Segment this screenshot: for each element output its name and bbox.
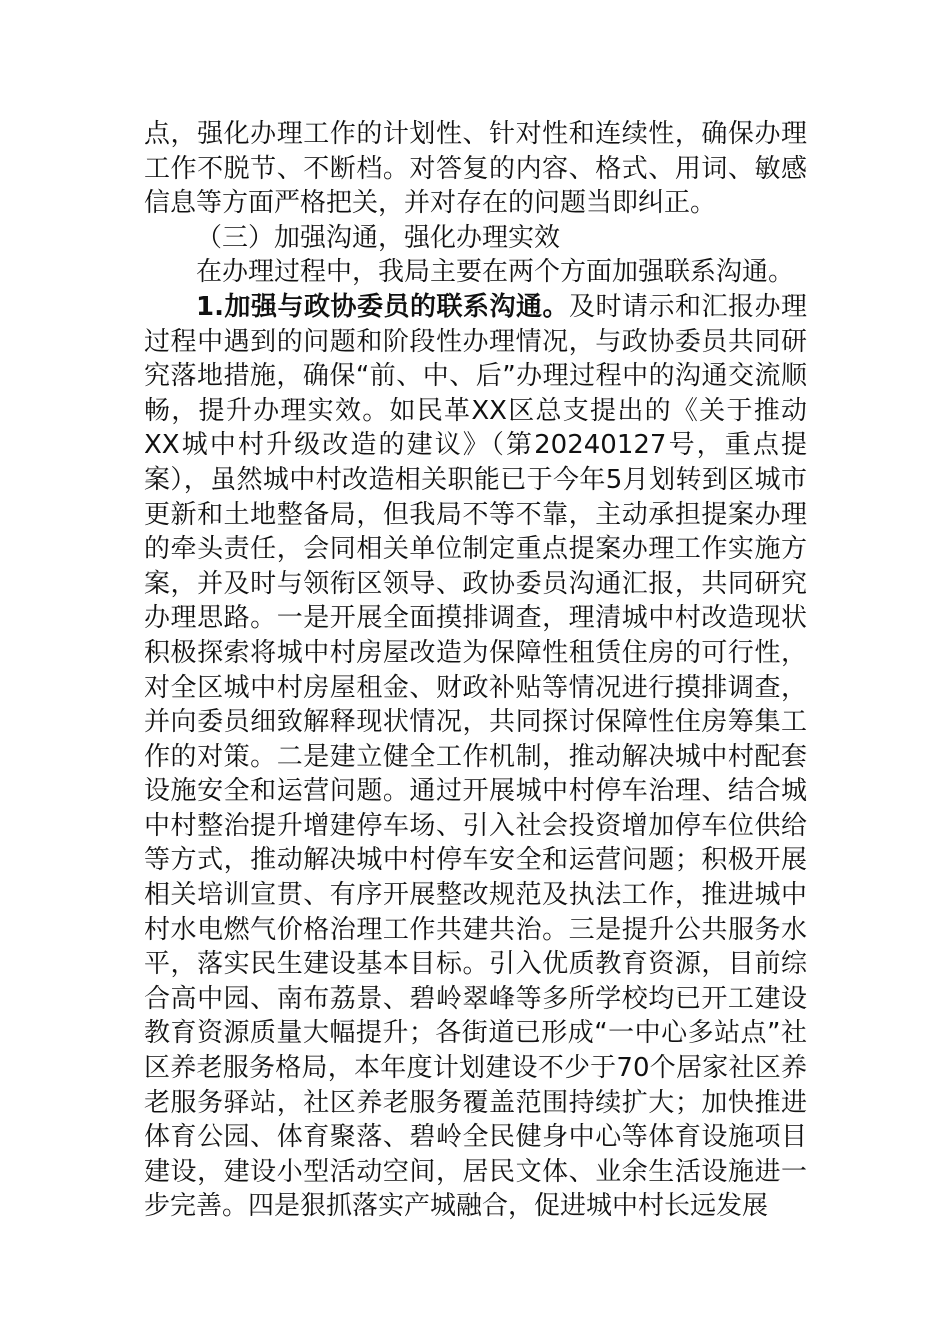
item1-lead: 1.加强与政协委员的联系沟通。 <box>196 291 569 322</box>
item1-body: 及时请示和汇报办理过程中遇到的问题和阶段性办理情况，与政协委员共同研究落地措施，确保“前、中、后”办理过程中的沟通交流顺畅，提升办理实效。如民革XX区总支提出的《关于推动XX城中村升级改造的建议》（第20240127号，重点提案），虽然城中村改造相关职能已于今年5月划转到区城市更新和土地整备局，但我局不等不靠，主动承担提案办理的牵头责任，会同相关单位制定重点提案办理工作实施方案，并及时与领衔区领导、政协委员沟通汇报，共同研究办理思路。一是开展全面摸排调查，理清城中村改造现状积极探索将城中村房屋改造为保障性租赁住房的可行性，对全区城中村房屋租金、财政补贴等情况进行摸排调查，并向委员细致解释现状情况，共同探讨保障性住房筹集工作的对策。二是建立健全工作机制，推动解决城中村配套设施安全和运营问题。通过开展城中村停车治理、结合城中村整治提升增建停车场、引入社会投资增加停车位供给等方式，推动解决城中村停车安全和运营问题；积极开展相关培训宣贯、有序开展整改规范及执法工作，推进城中村水电燃气价格治理工作共建共治。三是提升公共服务水平，落实民生建设基本目标。引入优质教育资源，目前综合高中园、南布荔景、碧岭翠峰等多所学校均已开工建设教育资源质量大幅提升；各街道已形成“一中心多站点”社区养老服务格局，本年度计划建设不少于70个居家社区养老服务驿站，社区养老服务覆盖范围持续扩大；加快推进体育公园、体育聚落、碧岭全民健身中心等体育设施项目建设，建设小型活动空间，居民文体、业余生活设施进一步完善。四是狠抓落实产城融合，促进城中村长远发展 <box>144 291 807 1222</box>
section-heading: （三）加强沟通，强化办理实效 <box>196 222 561 253</box>
document-page <box>144 117 807 1224</box>
item1-paragraph <box>144 290 807 1224</box>
intro-paragraph: 在办理过程中，我局主要在两个方面加强联系沟通。 <box>196 257 795 288</box>
continuation-paragraph: 点，强化办理工作的计划性、针对性和连续性，确保办理工作不脱节、不断档。对答复的内容、格式、用词、敏感信息等方面严格把关，并对存在的问题当即纠正。 <box>144 119 807 219</box>
